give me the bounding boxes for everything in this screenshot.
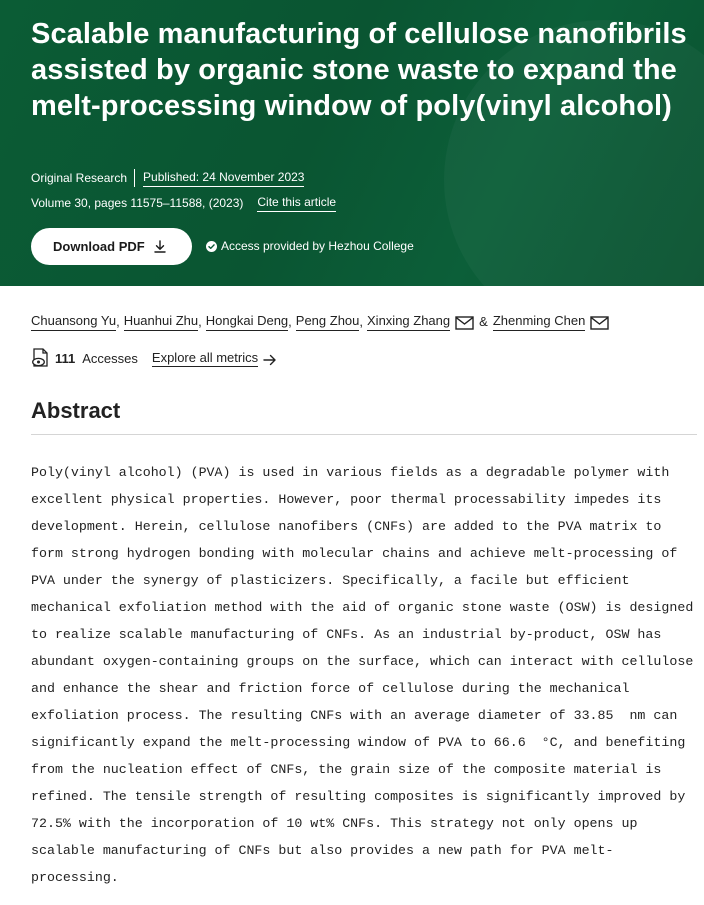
author-link[interactable]: Zhenming Chen bbox=[493, 312, 586, 331]
abstract-line: refined. The tensile strength of resulting composites is significantly improved by bbox=[31, 789, 686, 804]
document-views-icon bbox=[31, 348, 49, 368]
abstract-line: PVA under the synergy of plasticizers. Specifically, a facile but efficient bbox=[31, 573, 630, 588]
abstract-line: development. Herein, cellulose nanofibers (CNFs) are added to the PVA matrix to bbox=[31, 519, 662, 534]
mail-icon[interactable] bbox=[455, 316, 474, 330]
arrow-right-icon bbox=[263, 354, 277, 366]
author-link[interactable]: Hongkai Deng bbox=[206, 312, 288, 331]
abstract-line: from the nucleation effect of CNFs, the grain size of the composite material is bbox=[31, 762, 662, 777]
abstract-line: form strong hydrogen bonding with molecular chains and achieve melt-processing of bbox=[31, 546, 678, 561]
author-list bbox=[31, 312, 691, 331]
author-link[interactable]: Peng Zhou bbox=[296, 312, 360, 331]
abstract-text bbox=[31, 459, 697, 891]
check-circle-icon bbox=[206, 241, 217, 252]
article-meta-row bbox=[31, 169, 304, 187]
volume-pages: Volume 30, pages 11575–11588, (2023) bbox=[31, 196, 244, 210]
accesses-count: 111 bbox=[55, 350, 76, 366]
explore-metrics-link[interactable]: Explore all metrics bbox=[151, 349, 259, 365]
author-separator: , bbox=[359, 313, 364, 329]
author-link[interactable]: Huanhui Zhu bbox=[124, 312, 198, 331]
download-pdf-label: Download PDF bbox=[53, 239, 145, 254]
abstract-line: Poly(vinyl alcohol) (PVA) is used in various fields as a degradable polymer with bbox=[31, 465, 670, 480]
abstract-line: processing. bbox=[31, 870, 119, 885]
accesses-label: Accesses bbox=[82, 350, 138, 366]
author-separator: , bbox=[116, 313, 120, 329]
author-separator: , bbox=[198, 313, 202, 329]
abstract-line: scalable manufacturing of CNFs but also provides a new path for PVA melt- bbox=[31, 843, 614, 858]
abstract-line: significantly expand the melt-processing window of PVA to 66.6 °C, and benefiting bbox=[31, 735, 686, 750]
access-text: Access provided by Hezhou College bbox=[221, 239, 414, 253]
citation-row bbox=[31, 194, 336, 212]
meta-divider bbox=[134, 169, 135, 187]
article-header bbox=[0, 0, 704, 286]
published-date-link[interactable]: Published: 24 November 2023 bbox=[143, 169, 304, 187]
section-divider bbox=[31, 434, 697, 435]
mail-icon[interactable] bbox=[590, 316, 609, 330]
abstract-line: abundant oxygen-containing groups on the surface, which can interact with cellulose bbox=[31, 654, 694, 669]
abstract-line: and enhance the shear and friction force of cellulose during the mechanical bbox=[31, 681, 630, 696]
abstract-line: excellent physical properties. However, poor thermal processability impedes its bbox=[31, 492, 662, 507]
download-icon bbox=[153, 240, 167, 254]
abstract-line: 72.5% with the incorporation of 10 wt% CNFs. This strategy not only opens up bbox=[31, 816, 638, 831]
author-link[interactable]: Xinxing Zhang bbox=[367, 312, 450, 331]
article-title: Scalable manufacturing of cellulose nanofibrils assisted by organic stone waste to expand the melt-processing window of poly(vinyl alcohol) bbox=[31, 18, 687, 122]
download-pdf-button[interactable] bbox=[31, 228, 192, 265]
author-link[interactable]: Chuansong Yu bbox=[31, 312, 116, 331]
author-separator: & bbox=[479, 313, 488, 329]
article-type: Original Research bbox=[31, 171, 128, 185]
access-status bbox=[206, 239, 414, 253]
abstract-line: mechanical exfoliation method with the aid of organic stone waste (OSW) is designed bbox=[31, 600, 694, 615]
author-separator: , bbox=[288, 313, 292, 329]
article-metrics bbox=[31, 348, 277, 368]
abstract-line: to realize scalable manufacturing of CNFs. As an industrial by-product, OSW has bbox=[31, 627, 662, 642]
abstract-heading: Abstract bbox=[31, 398, 121, 423]
abstract-line: exfoliation process. The resulting CNFs with an average diameter of 33.85 nm can bbox=[31, 708, 678, 723]
cite-article-link[interactable]: Cite this article bbox=[257, 194, 336, 212]
